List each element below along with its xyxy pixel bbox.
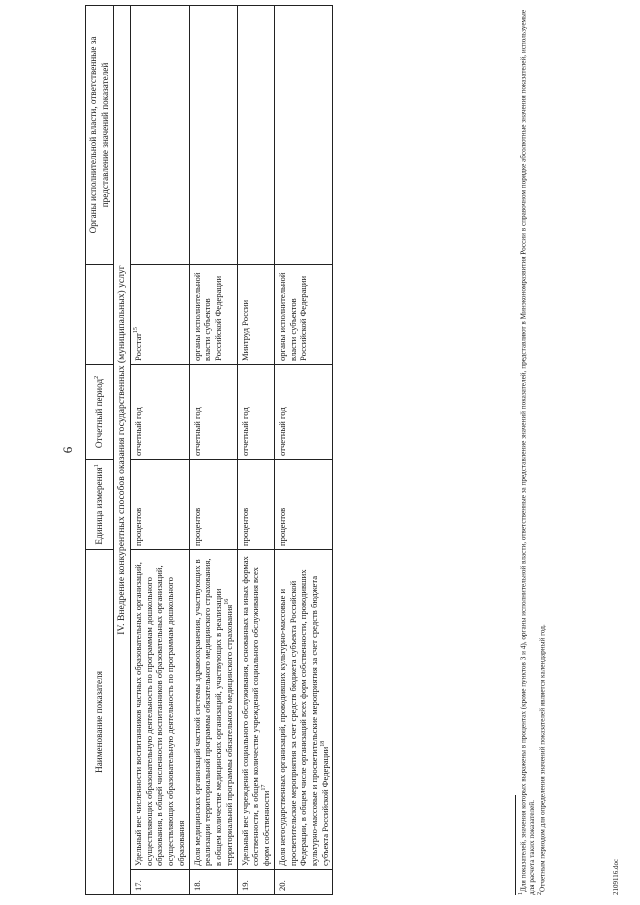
footnotes xyxy=(515,5,547,895)
source-cell xyxy=(237,264,274,364)
indicator-name-text: Доля негосударственных организаций, проводивших культурно-массовые и просветительские мероприятия за счет средств бюджета субъекта Российской Федерации, в общем числе организаций всех форм собственности, проводивших культурно-массовые и просветительские мероприятия за счет средств бюджета субъекта Российской Федерации xyxy=(276,569,330,866)
source-text: органы исполнительной власти субъектов Российской Федерации xyxy=(276,272,309,361)
row-number: 19. xyxy=(237,870,274,895)
footnote-mark: 1 xyxy=(518,892,524,895)
section-title: IV. Внедрение конкурентных способов оказания государственных (муниципальных) услуг xyxy=(114,6,131,895)
header-period-note: 2 xyxy=(93,375,100,379)
table-row xyxy=(274,6,333,895)
indicators-table xyxy=(85,5,333,895)
table-header-row xyxy=(86,6,114,895)
organ-cell xyxy=(189,6,237,265)
source-text: Росстат xyxy=(132,333,143,361)
period-cell: отчетный год xyxy=(237,364,274,459)
organ-cell xyxy=(130,6,189,265)
indicator-name-note: 16 xyxy=(224,598,230,605)
source-cell xyxy=(274,264,333,364)
source-note: 15 xyxy=(133,327,140,334)
row-number: 20. xyxy=(274,870,333,895)
header-unit-label: Единица измерения xyxy=(93,467,104,545)
indicator-name-text: Удельный вес численности воспитанников частных образовательных организаций, осуществляющих образовательную деятельность по программам дошкольного образования, в общей численности воспитанников образовательных организаций, осуществляющих образовательную деятельность по программам дошкольного образования xyxy=(132,562,186,866)
footnote xyxy=(537,5,547,895)
source-text: Минтруд России xyxy=(239,299,250,361)
indicator-name-text: Доля медицинских организаций частной системы здравоохранения, участвующих в реализации территориальной программы обязательного медицинского страхования, в общем количестве медицинских организаций, участвующих в реализации территориальной программы обязательного медицинского страхования xyxy=(191,558,234,866)
page-number: 6 xyxy=(60,446,75,454)
source-cell xyxy=(130,264,189,364)
unit-cell: процентов xyxy=(130,459,189,549)
header-name-label: Наименование показателя xyxy=(93,671,104,773)
organ-cell xyxy=(237,6,274,265)
table-row xyxy=(130,6,189,895)
header-organ-label: Органы исполнительной власти, ответственные за представление значений показателей xyxy=(88,36,110,234)
source-text: органы исполнительной власти субъектов Российской Федерации xyxy=(191,272,224,361)
unit-cell: процентов xyxy=(189,459,237,549)
row-number: 17. xyxy=(130,870,189,895)
footnote-mark: 2 xyxy=(536,892,543,895)
organ-cell xyxy=(274,6,333,265)
header-period xyxy=(86,364,114,459)
unit-cell: процентов xyxy=(237,459,274,549)
period-cell: отчетный год xyxy=(189,364,237,459)
indicator-name-note: 18 xyxy=(319,740,326,747)
footnote-text: Отчетным периодом для определения значений показателей является календарный год. xyxy=(538,624,547,892)
footnote xyxy=(518,5,537,895)
header-organ xyxy=(86,6,114,265)
header-unit-note: 1 xyxy=(93,464,100,468)
file-name: 2109116.doc xyxy=(612,858,620,895)
indicator-name-text: Удельный вес учреждений социального обслуживания, основанных на иных формах собственности, в общем количестве учреждений социального обслуживания всех форм собственности xyxy=(239,556,272,866)
indicator-name xyxy=(274,549,333,869)
header-period-label: Отчетный период xyxy=(93,378,104,449)
table-row xyxy=(189,6,237,895)
section-row xyxy=(114,6,131,895)
period-cell: отчетный год xyxy=(274,364,333,459)
indicator-name-note: 17 xyxy=(261,784,268,791)
source-cell xyxy=(189,264,237,364)
indicator-name xyxy=(237,549,274,869)
period-cell: отчетный год xyxy=(130,364,189,459)
indicator-name xyxy=(130,549,189,869)
footnote-text: Для показателей, значения которых выражены в процентах (кроме пунктов 3 и 4), органы исполнительной власти, ответственные за представление значений показателей, представляют в Минэкономразвития России в справочном порядке абсолютные значения показателей, используемые для расчета таких показателей. xyxy=(519,9,537,895)
footnote-rule xyxy=(515,795,516,895)
header-unit xyxy=(86,459,114,549)
header-name xyxy=(86,549,114,894)
unit-cell: процентов xyxy=(274,459,333,549)
table-row xyxy=(237,6,274,895)
indicator-name xyxy=(189,549,237,869)
row-number: 18. xyxy=(189,870,237,895)
header-source xyxy=(86,264,114,364)
